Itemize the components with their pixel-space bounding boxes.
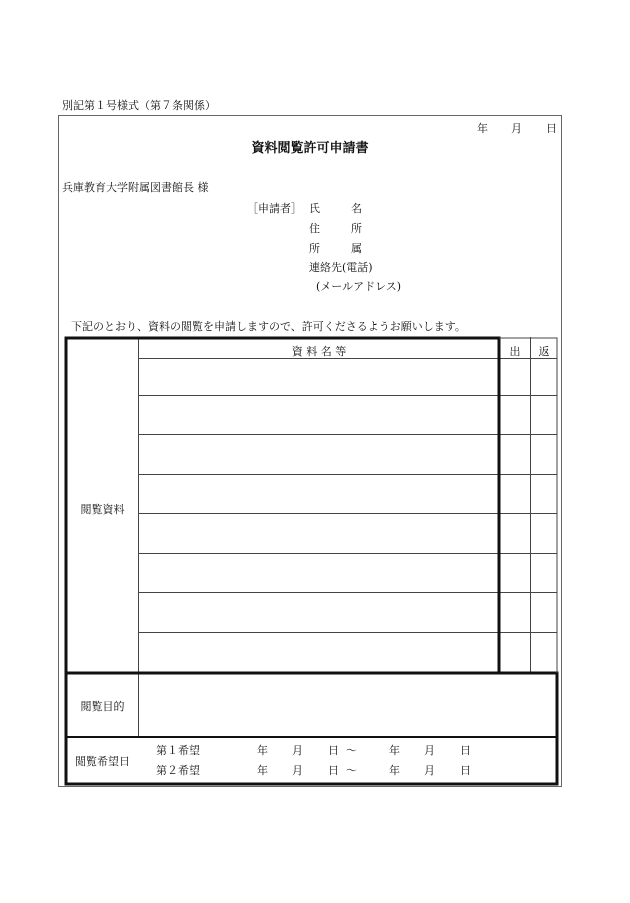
page-title: 資料閲覧許可申請書 xyxy=(251,141,369,156)
form-frame xyxy=(58,115,562,787)
choice-2-label: 第２希望 xyxy=(156,764,200,777)
choice-1-day-label: 日 xyxy=(328,744,339,757)
date-day-label: 日 xyxy=(546,122,557,135)
form-number: 別記第１号様式（第７条関係） xyxy=(62,99,216,112)
choice-2-day-label: 日 xyxy=(328,764,339,777)
choice-1-end-day-label: 日 xyxy=(460,744,471,757)
email-label: (メールアドレス) xyxy=(316,280,402,293)
table-thick-border xyxy=(59,116,563,788)
choice-1-end-year-label: 年 xyxy=(389,744,400,757)
materials-label: 閲覧資料 xyxy=(80,503,125,516)
affiliation-label-2: 属 xyxy=(351,242,362,255)
intro-text: 下記のとおり、資料の閲覧を申請しますので、許可くださるようお願いします。 xyxy=(71,320,466,333)
contact-label: 連絡先(電話) xyxy=(309,261,373,274)
choice-2-year-label: 年 xyxy=(257,764,268,777)
choice-2-end-year-label: 年 xyxy=(389,764,400,777)
name-label-2: 名 xyxy=(351,202,362,215)
purpose-label: 閲覧目的 xyxy=(80,700,125,713)
date-label: 閲覧希望日 xyxy=(75,755,130,768)
choice-1-year-label: 年 xyxy=(257,744,268,757)
materials-header: 資 料 名 等 xyxy=(291,345,347,358)
choice-2-month-label: 月 xyxy=(292,764,303,777)
choice-1-label: 第１希望 xyxy=(156,744,200,757)
choice-2-end-day-label: 日 xyxy=(460,764,471,777)
date-month-label: 月 xyxy=(511,122,522,135)
choice-1-tilde: ～ xyxy=(346,744,357,757)
choice-2-tilde: ～ xyxy=(346,764,357,777)
return-header: 返 xyxy=(538,345,550,358)
out-header: 出 xyxy=(509,345,521,358)
date-year-label: 年 xyxy=(477,122,488,135)
affiliation-label-1: 所 xyxy=(309,242,320,255)
name-label-1: 氏 xyxy=(309,202,320,215)
address-label-2: 所 xyxy=(351,222,362,235)
choice-1-month-label: 月 xyxy=(292,744,303,757)
choice-1-end-month-label: 月 xyxy=(424,744,435,757)
applicant-label: ［申請者］ xyxy=(247,202,302,215)
address-label-1: 住 xyxy=(309,222,320,235)
addressee: 兵庫教育大学附属図書館長 様 xyxy=(62,181,209,194)
choice-2-end-month-label: 月 xyxy=(424,764,435,777)
